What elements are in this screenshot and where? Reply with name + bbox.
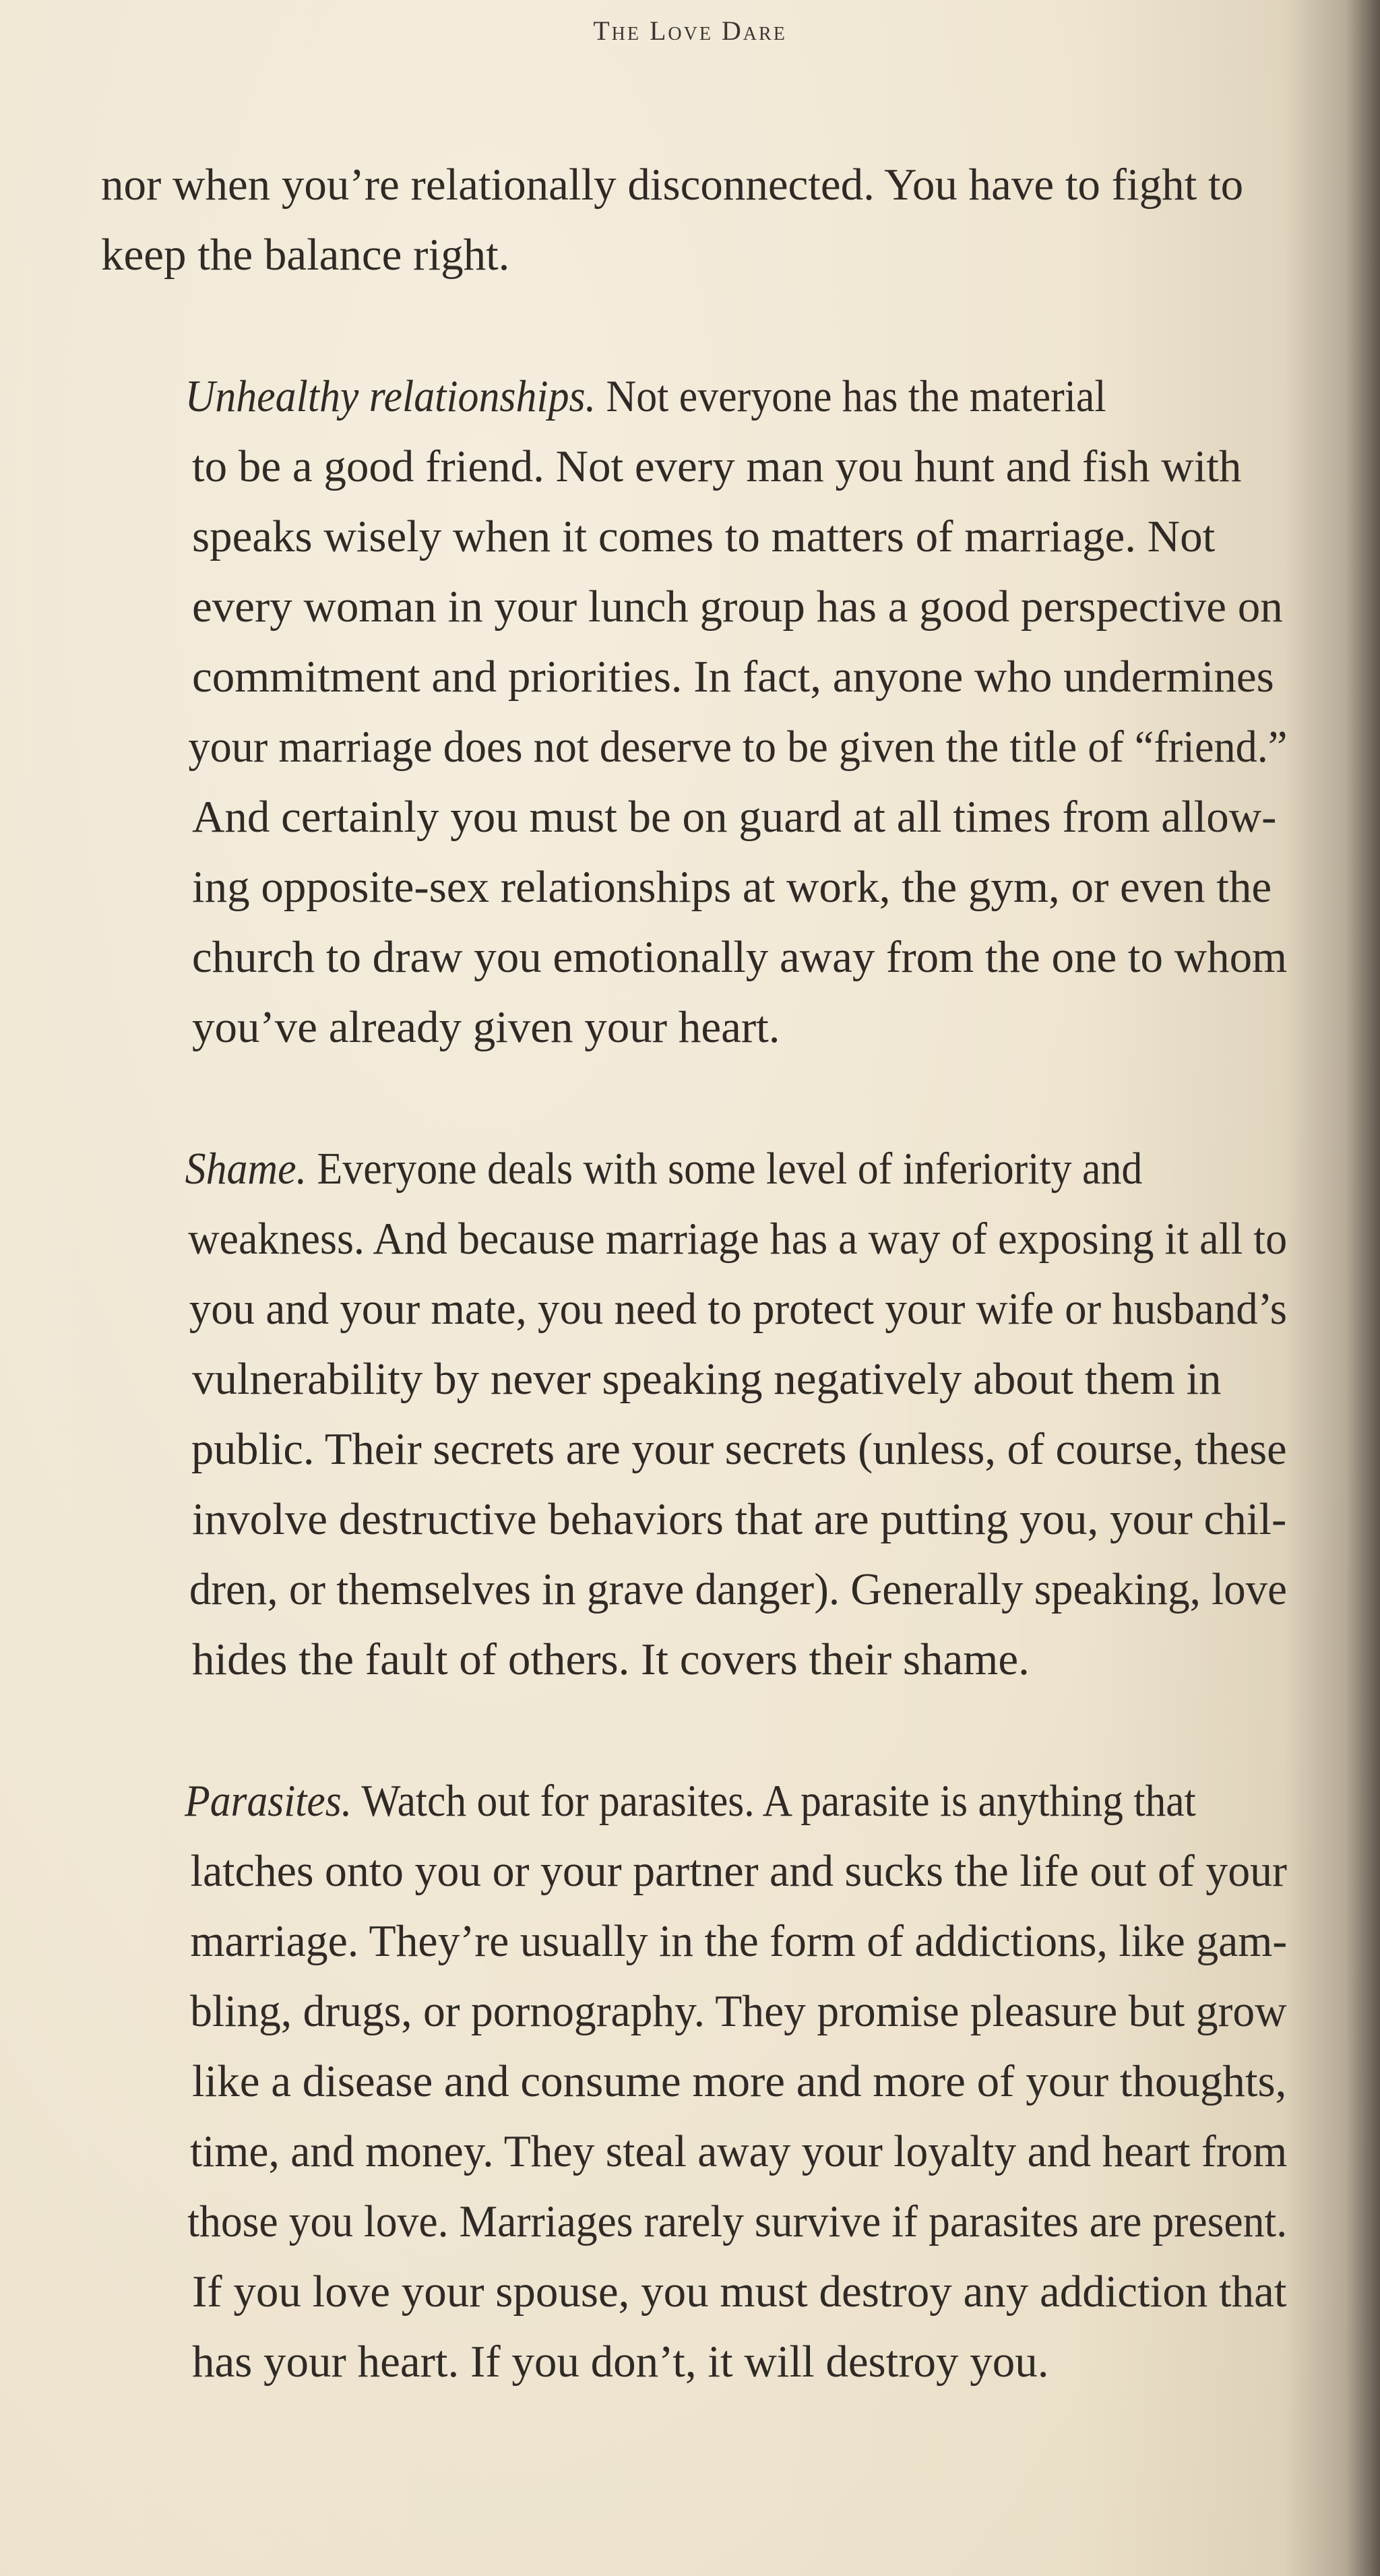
body-text <box>101 150 1287 2397</box>
text-line: weakness. And because marriage has a way of exposing it all to <box>188 1214 1288 1264</box>
paragraph-unhealthy-relationships <box>101 361 1287 1062</box>
paragraph-lead: Parasites. <box>185 1776 352 1826</box>
text-line: you and your mate, you need to protect your wife or husband’s <box>189 1284 1287 1334</box>
text-line: hides the fault of others. It covers their shame. <box>192 1634 1030 1684</box>
text-line: your marriage does not deserve to be given the title of “friend.” <box>188 722 1288 772</box>
text-line: time, and money. They steal away your loyalty and heart from <box>190 2126 1288 2176</box>
paragraph-lead: Unhealthy relationships. <box>185 371 596 421</box>
text-line: Everyone deals with some level of inferiority and <box>307 1144 1143 1194</box>
text-line: speaks wisely when it comes to matters of marriage. Not <box>192 512 1216 561</box>
text-line: marriage. They’re usually in the form of addictions, like gam- <box>190 1916 1288 1966</box>
paragraph-lead: Shame. <box>185 1144 307 1194</box>
text-line: ing opposite-sex relationships at work, the gym, or even the <box>192 862 1272 912</box>
text-line: And certainly you must be on guard at all times from allow- <box>192 792 1277 842</box>
text-line: vulnerability by never speaking negatively about them in <box>192 1354 1222 1404</box>
text-line: bling, drugs, or pornography. They promise pleasure but grow <box>190 1986 1287 2036</box>
text-line: to be a good friend. Not every man you hunt and fish with <box>192 441 1242 491</box>
text-line: keep the balance right. <box>101 230 510 280</box>
text-line: If you love your spouse, you must destroy any addiction that <box>192 2267 1287 2317</box>
text-line: has your heart. If you don’t, it will destroy you. <box>192 2337 1049 2387</box>
text-line: public. Their secrets are your secrets (unless, of course, these <box>191 1424 1287 1474</box>
text-line: nor when you’re relationally disconnected. You have to fight to <box>101 160 1244 210</box>
text-line: church to draw you emotionally away from the one to whom <box>191 932 1288 982</box>
text-line: latches onto you or your partner and sucks the life out of your <box>190 1846 1287 1896</box>
text-line: every woman in your lunch group has a good perspective on <box>192 582 1283 632</box>
text-line: Not everyone has the material <box>596 371 1106 421</box>
text-line: those you love. Marriages rarely survive if parasites are present. <box>187 2197 1288 2246</box>
text-line: involve destructive behaviors that are putting you, your chil- <box>192 1494 1287 1544</box>
text-line: Watch out for parasites. A parasite is anything that <box>352 1776 1196 1826</box>
running-head: The Love Dare <box>593 16 787 46</box>
paragraph-continuation <box>101 150 1287 290</box>
text-line: commitment and priorities. In fact, anyone who undermines <box>192 652 1274 702</box>
text-line: dren, or themselves in grave danger). Generally speaking, love <box>189 1564 1287 1614</box>
text-line: like a disease and consume more and more of your thoughts, <box>192 2056 1287 2106</box>
paragraph-parasites <box>101 1766 1287 2397</box>
text-line: you’ve already given your heart. <box>192 1002 780 1052</box>
paragraph-shame <box>101 1134 1287 1694</box>
